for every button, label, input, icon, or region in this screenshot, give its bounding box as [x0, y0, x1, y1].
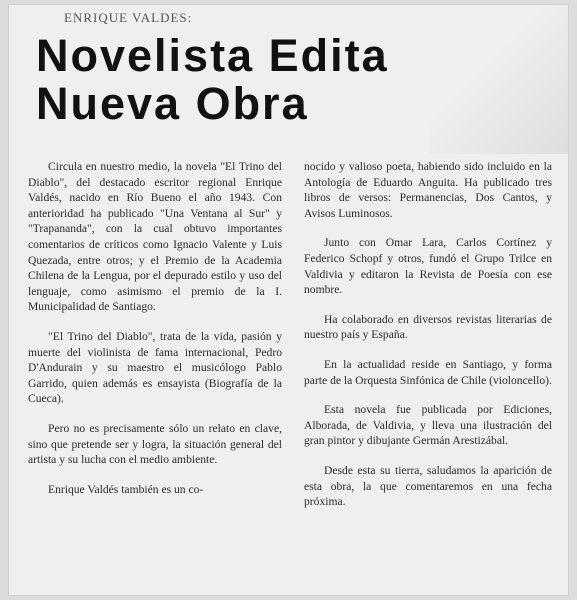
paragraph: Esta novela fue publicada por Ediciones, Alborada, de Valdivia, y lleva una ilustración del gran pintor y dibujante Germán Arestizábal. [304, 403, 552, 448]
paragraph: Junto con Omar Lara, Carlos Cortínez y Federico Schopf y otros, fundó el Grupo Trilce en Valdivia y editaron la Revista de Poesía con ese nombre. [304, 236, 552, 297]
paragraph: Circula en nuestro medio, la novela "El Trino del Diablo", del destacado escritor regional Enrique Valdés, nacido en Río Bueno el año 1943. Con anterioridad ha publicado "Una Ventana al Sur" y "Trapananda", con la cual obtuvo importantes comentarios de críticos como Ignacio Valente y Luis Quezada, entre otros; y el Premio de la Academia Chilena de la Lengua, por el depurado estilo y uso del lenguaje, como asimismo el premio de la I. Municipalidad de Santiago. [28, 160, 282, 314]
paragraph: Ha colaborado en diversos revistas literarias de nuestro país y España. [304, 312, 552, 342]
headline [36, 32, 556, 128]
right-column [304, 159, 552, 524]
paragraph: En la actualidad reside en Santiago, y forma parte de la Orquesta Sinfónica de Chile (violoncello). [304, 357, 552, 387]
paragraph: Desde esta su tierra, saludamos la aparición de esta obra, la que comentaremos en una fecha próxima. [304, 463, 552, 509]
paragraph: nocido y valioso poeta, habiendo sido incluido en la Antología de Eduardo Anguita. Ha publicado tres libros de versos: Permanencias, Dos Cantos, y Avisos Luminosos. [304, 160, 552, 220]
headline-line-2: Nueva Obra [36, 78, 309, 129]
newspaper-clipping [8, 4, 569, 596]
left-column [28, 159, 282, 511]
paragraph: "El Trino del Diablo", trata de la vida, pasión y muerte del violinista de fama internacional, Pedro D'Andurain y su maestro el musicólogo Pablo Garrido, quien además es ensayista (Biografía de la Cueca). [28, 329, 282, 406]
byline: ENRIQUE VALDES: [64, 10, 193, 25]
headline-line-1: Novelista Edita [36, 30, 389, 81]
paragraph: Pero no es precisamente sólo un relato en clave, sino que pretende ser y logra, la situación general del artista y su lucha con el medio ambiente. [28, 421, 282, 467]
paragraph: Enrique Valdés también es un co- [48, 482, 204, 496]
